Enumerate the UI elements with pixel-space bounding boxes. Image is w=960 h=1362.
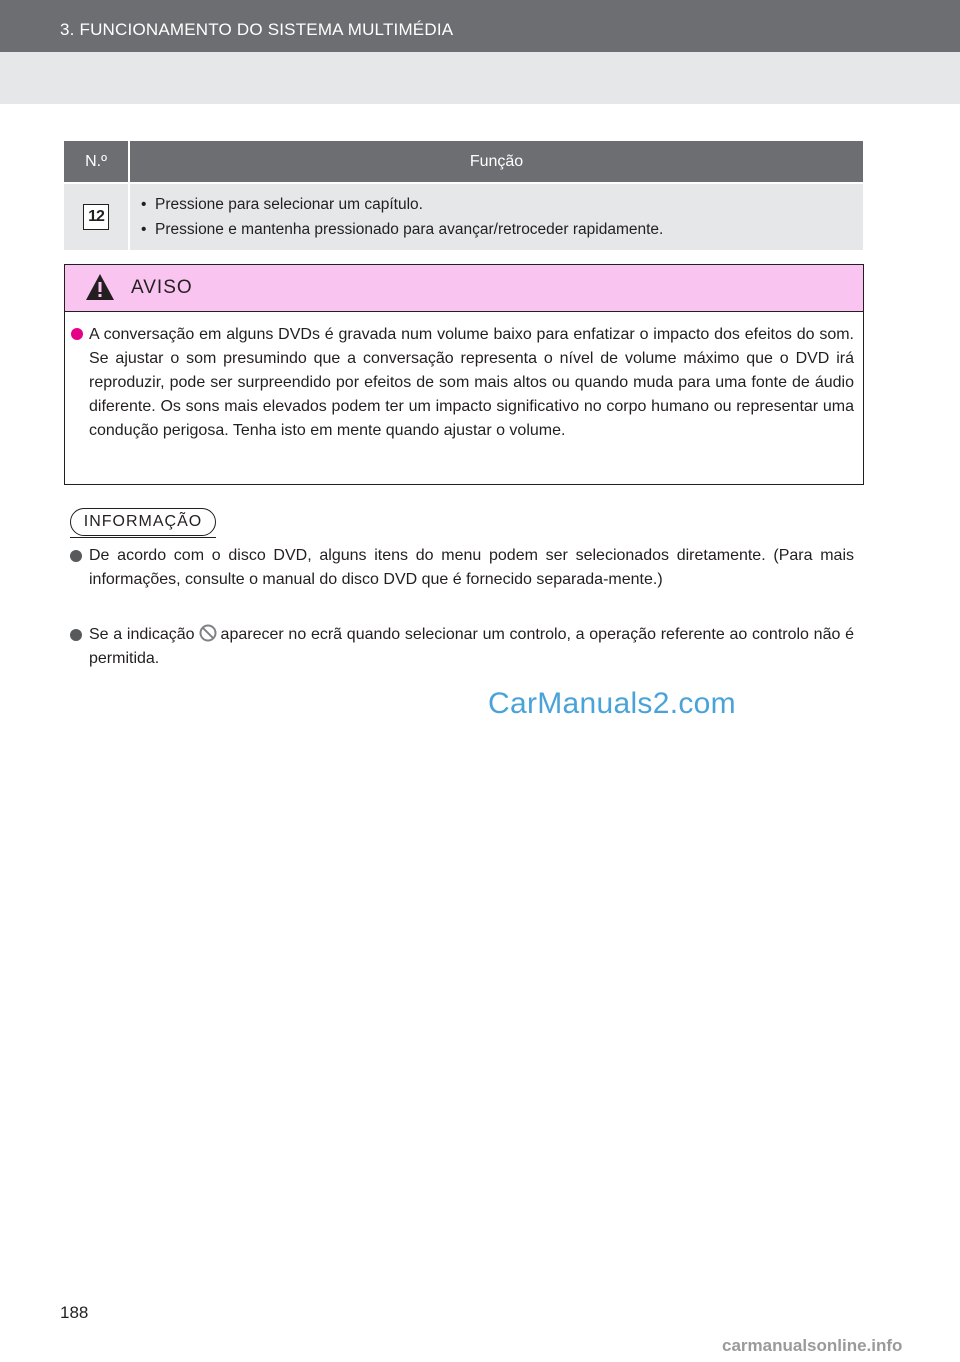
section-title: 3. FUNCIONAMENTO DO SISTEMA MULTIMÉDIA xyxy=(60,20,454,39)
info-item-1 xyxy=(89,544,854,592)
column-header-number: N.º xyxy=(64,141,129,183)
warning-header xyxy=(65,265,863,312)
info-divider xyxy=(70,537,216,538)
number-badge: 12 xyxy=(83,204,109,230)
table-header-row xyxy=(64,141,863,183)
warning-triangle-icon xyxy=(85,273,115,301)
page-number: 188 xyxy=(60,1303,89,1322)
bullet-icon: • xyxy=(141,196,147,213)
info-item-2-text-after: aparecer no ecrã quando selecionar um controlo, a operação referente ao controlo não é permitida. xyxy=(89,626,854,667)
info-item-2-text-before: Se a indicação xyxy=(89,626,195,643)
info-item-1-text: De acordo com o disco DVD, alguns itens do menu podem ser selecionados diretamente. (Para mais informações, consulte o manual do disco DVD que é fornecido separada-mente.) xyxy=(89,547,854,588)
bullet-icon: • xyxy=(141,221,147,238)
watermark: CarManuals2.com xyxy=(488,687,736,720)
function-table xyxy=(64,141,863,250)
info-item-2 xyxy=(89,623,854,671)
table-row xyxy=(64,183,863,250)
info-label: INFORMAÇÃO xyxy=(70,508,216,536)
function-text-1: Pressione para selecionar um capítulo. xyxy=(155,196,423,213)
header-band xyxy=(0,52,960,104)
warning-box xyxy=(64,264,864,485)
function-text-2: Pressione e mantenha pressionado para avançar/retroceder rapidamente. xyxy=(155,221,664,238)
warning-bullet-icon xyxy=(71,328,83,340)
function-line xyxy=(141,217,863,242)
footer-site: carmanualsonline.info xyxy=(722,1336,903,1355)
column-header-function: Função xyxy=(129,141,863,183)
number-cell xyxy=(64,183,129,250)
warning-text: A conversação em alguns DVDs é gravada num volume baixo para enfatizar o impacto dos efeitos do som. Se ajustar o som presumindo que a conversação representa o nível de volume máximo que o DVD irá reproduzir, pode ser surpreendido por efeitos de som mais altos ou quando muda para uma fonte de áudio diferente. Os sons mais elevados podem ter um impacto significativo no corpo humano ou representar uma condução perigosa. Tenha isto em mente quando ajustar o volume. xyxy=(89,326,854,439)
info-bullet-icon xyxy=(70,550,82,562)
header-bar xyxy=(0,0,960,52)
function-cell xyxy=(129,183,863,250)
prohibited-icon xyxy=(199,624,217,642)
function-line xyxy=(141,192,863,217)
warning-body xyxy=(65,312,863,443)
warning-title: AVISO xyxy=(131,277,193,298)
info-bullet-icon xyxy=(70,629,82,641)
